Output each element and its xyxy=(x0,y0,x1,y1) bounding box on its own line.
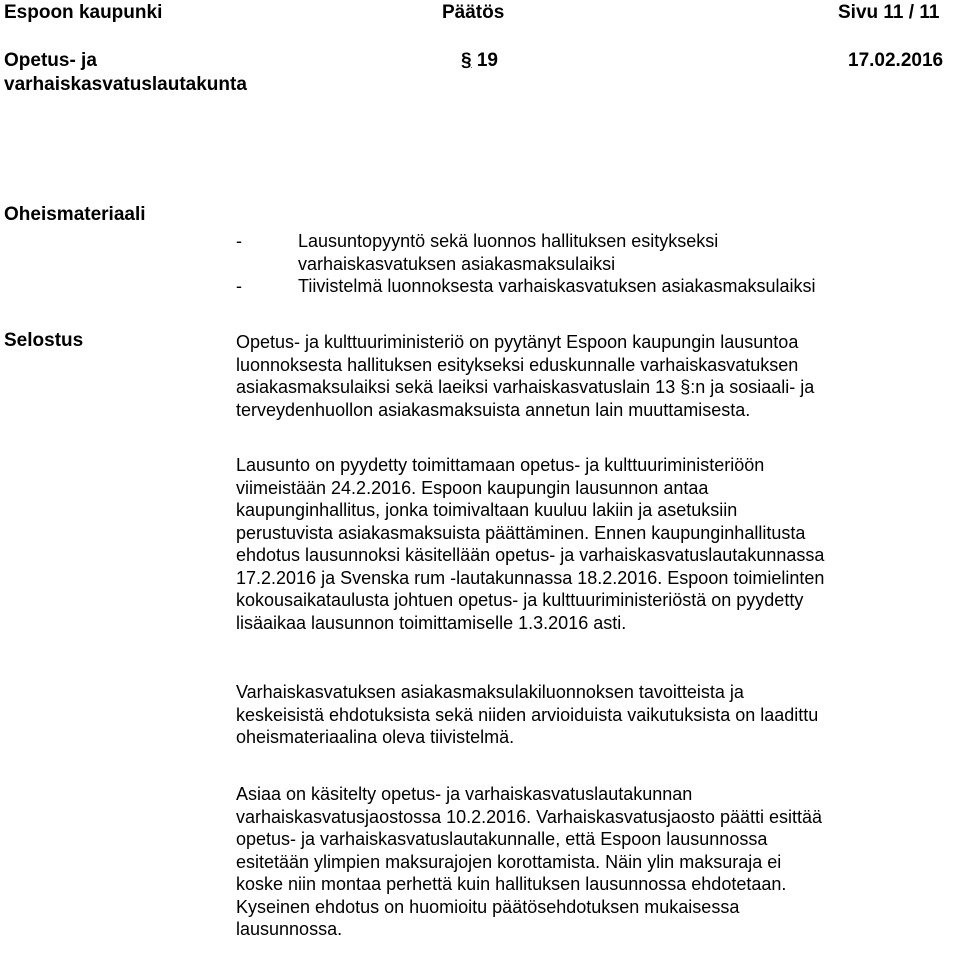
paragraph-line: kokousaikataulusta johtuen opetus- ja kulttuuriministeriöstä on pyydetty xyxy=(236,590,804,610)
attachment-item-line: varhaiskasvatuksen asiakasmaksulaiksi xyxy=(298,253,616,274)
document-type: Päätös xyxy=(442,2,505,23)
organization-name: Espoon kaupunki xyxy=(4,2,163,23)
meeting-date: 17.02.2016 xyxy=(848,50,944,71)
paragraph-line: terveydenhuollon asiakasmaksuista annetun lain muuttamisesta. xyxy=(236,399,751,420)
paragraph-line: kaupunginhallitus, jonka toimivaltaan kuuluu lakiin ja asetuksiin xyxy=(236,500,738,520)
list-dash: - xyxy=(236,231,242,251)
paragraph-id xyxy=(461,50,498,72)
paragraph-line: koske niin montaa perhettä kuin hallituksen lausunnossa ehdotetaan. xyxy=(236,874,787,894)
paragraph-line: esitetään ylimpien maksurajojen korottamista. Näin ylin maksuraja ei xyxy=(236,851,782,872)
statement-paragraph-2 xyxy=(236,454,960,634)
paragraph-line: oheismateriaalina oleva tiivistelmä. xyxy=(236,727,515,747)
board-name-line1: Opetus- ja xyxy=(4,50,97,71)
paragraph-line: Opetus- ja kulttuuriministeriö on pyytänyt Espoon kaupungin lausuntoa xyxy=(236,332,799,352)
attachment-item-line: Lausuntopyyntö sekä luonnos hallituksen esitykseksi xyxy=(298,231,719,251)
paragraph-line: keskeisistä ehdotuksista sekä niiden arvioiduista vaikutuksista on laadittu xyxy=(236,704,819,725)
attachment-item xyxy=(236,230,960,275)
paragraph-line: lausunnossa. xyxy=(236,919,343,939)
statement-paragraph-3 xyxy=(236,681,960,749)
paragraph-symbol: § xyxy=(461,50,472,71)
paragraph-line: perustuvista asiakasmaksuista päättäminen. Ennen kaupunginhallitusta xyxy=(236,522,806,543)
page-indicator: Sivu 11 / 11 xyxy=(838,2,940,23)
paragraph-line: opetus- ja varhaiskasvatuslautakunnalle, että Espoon lausunnossa xyxy=(236,829,768,849)
list-dash: - xyxy=(236,276,242,296)
paragraph-line: varhaiskasvatusjaostossa 10.2.2016. Varhaiskasvatusjaosto päätti esittää xyxy=(236,806,823,827)
paragraph-line: Lausunto on pyydetty toimittamaan opetus- ja kulttuuriministeriöön xyxy=(236,455,765,475)
attachments-heading: Oheismateriaali xyxy=(4,204,146,225)
attachment-item xyxy=(236,275,960,298)
statement-paragraph-4 xyxy=(236,783,960,941)
attachments-list xyxy=(236,230,960,298)
paragraph-line: viimeistään 24.2.2016. Espoon kaupungin lausunnon antaa xyxy=(236,477,709,498)
paragraph-line: 17.2.2016 ja Svenska rum -lautakunnassa 18.2.2016. Espoon toimielinten xyxy=(236,567,825,588)
paragraph-line: Asiaa on käsitelty opetus- ja varhaiskasvatuslautakunnan xyxy=(236,784,693,804)
paragraph-line: Varhaiskasvatuksen asiakasmaksulakiluonnoksen tavoitteista ja xyxy=(236,682,744,702)
attachment-item-line: Tiivistelmä luonnoksesta varhaiskasvatuksen asiakasmaksulaiksi xyxy=(298,276,816,296)
paragraph-line: asiakasmaksulaiksi sekä laeiksi varhaiskasvatuslain 13 §:n ja sosiaali- ja xyxy=(236,377,815,397)
statement-paragraph-1 xyxy=(236,331,960,421)
paragraph-number: 19 xyxy=(476,50,498,71)
statement-heading: Selostus xyxy=(4,330,84,351)
paragraph-line: ehdotus lausunnoksi käsitellään opetus- ja varhaiskasvatuslautakunnassa xyxy=(236,545,825,565)
paragraph-line: luonnoksesta hallituksen esitykseksi eduskunnalle varhaiskasvatuksen xyxy=(236,354,799,375)
paragraph-line: lisäaikaa lausunnon toimittamiselle 1.3.2016 asti. xyxy=(236,612,627,633)
board-name-line2: varhaiskasvatuslautakunta xyxy=(4,74,247,95)
paragraph-line: Kyseinen ehdotus on huomioitu päätösehdotuksen mukaisessa xyxy=(236,896,740,917)
